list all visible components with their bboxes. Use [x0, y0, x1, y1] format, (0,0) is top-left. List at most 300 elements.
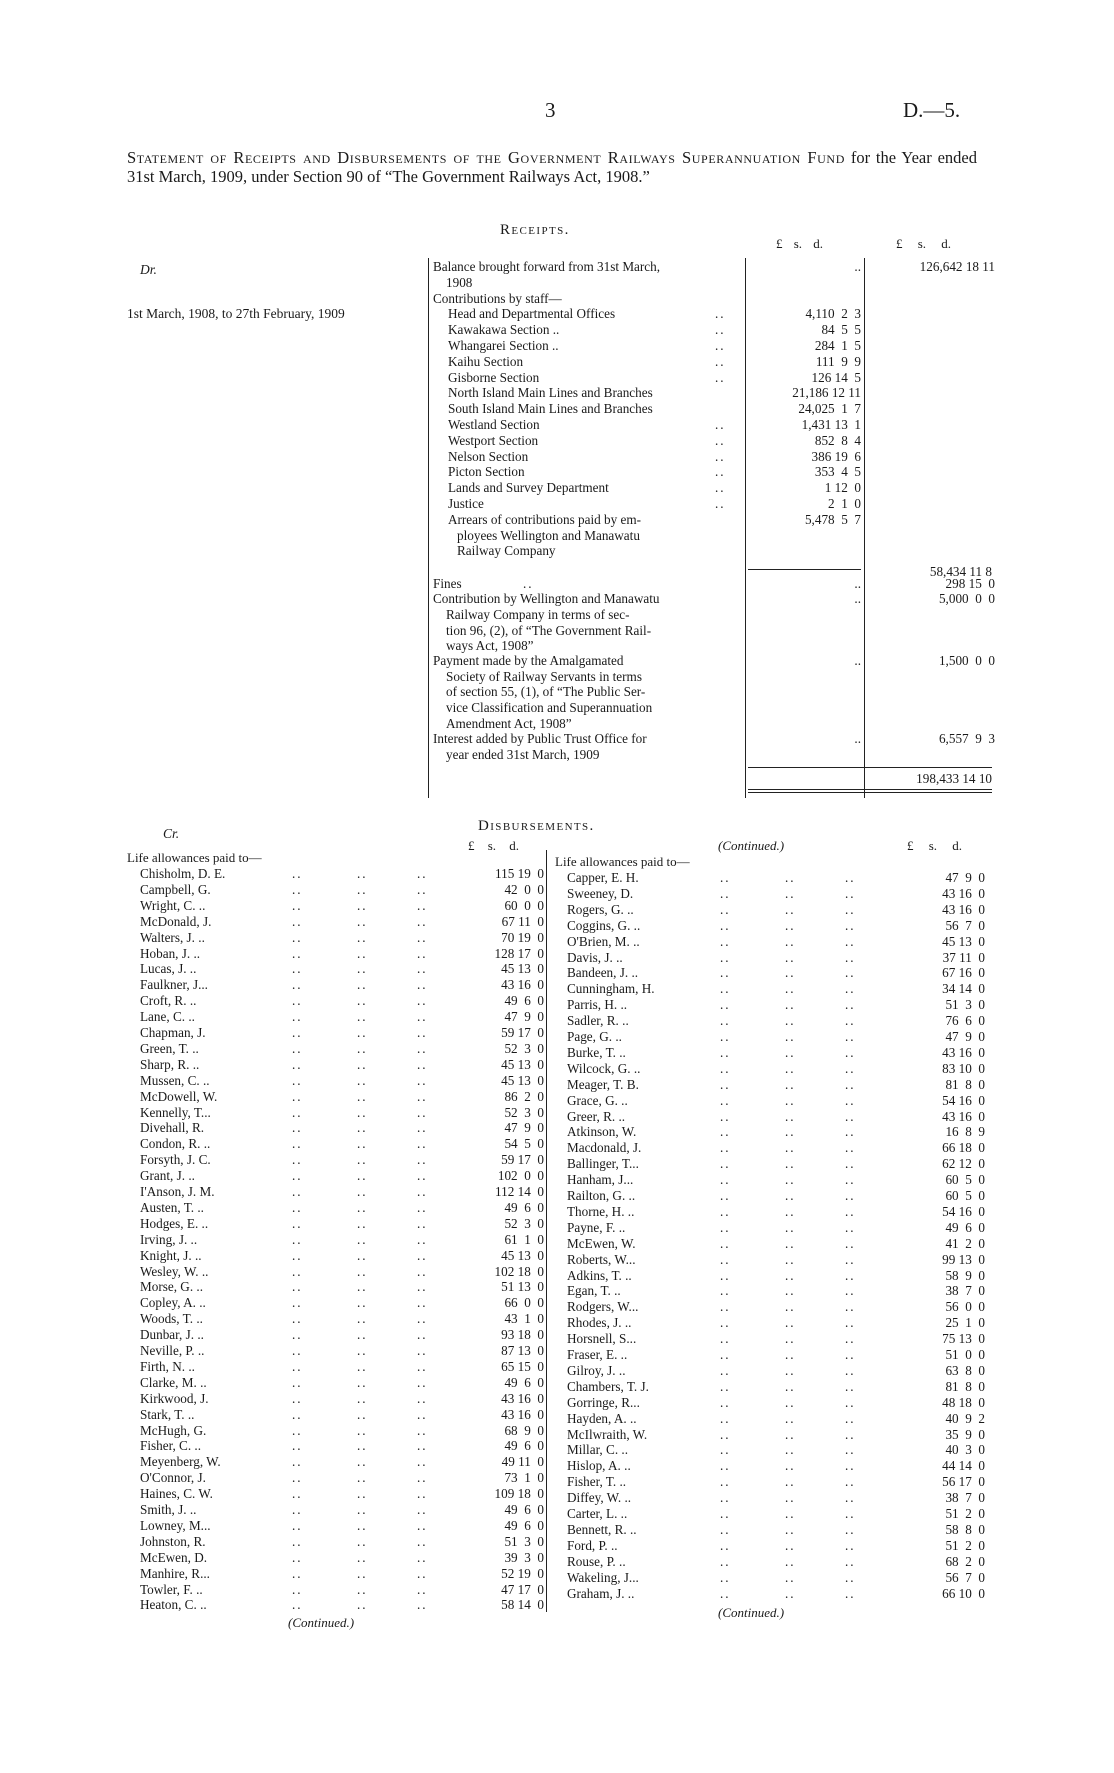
- receipts-row-label: Whangarei Section ..: [448, 338, 559, 353]
- cr-label: Cr.: [163, 826, 180, 841]
- leader-dots: ..: [357, 1565, 368, 1581]
- leader-dots: ..: [357, 1009, 368, 1025]
- title-small-caps: Statement of Receipts and Disbursements of the Government Railways Superannuation Fund: [127, 148, 845, 167]
- leader-dots: ..: [720, 1553, 731, 1569]
- subtotal-rule: [748, 569, 861, 570]
- leader-dots: ..: [292, 993, 303, 1009]
- receipts-row-mid-amount: 353 4 5: [814, 464, 861, 480]
- payment-amount: 43 1 0: [504, 1311, 544, 1327]
- receipts-row: [433, 747, 995, 763]
- leader-dots: ..: [417, 1263, 428, 1279]
- payment-amount: 81 8 0: [945, 1076, 985, 1092]
- leader-dots: ..: [357, 1406, 368, 1422]
- leader-dots: ..: [292, 1358, 303, 1374]
- disbursement-row: [127, 946, 544, 962]
- leader-dots: ..: [845, 1124, 856, 1140]
- leader-dots: ..: [785, 1490, 796, 1506]
- leader-dots: ..: [417, 866, 428, 881]
- leader-dots: ..: [845, 1347, 856, 1362]
- payment-amount: 43 16 0: [501, 1406, 544, 1422]
- leader-dots: ..: [720, 1076, 731, 1092]
- receipts-row-label: Balance brought forward from 31st March,: [433, 259, 661, 274]
- payee-name: Morse, G. ..: [140, 1279, 204, 1295]
- receipts-row-label: 1908: [446, 274, 473, 290]
- leader-dots: ..: [292, 1231, 303, 1247]
- leader-dots: ..: [357, 1025, 368, 1040]
- leader-dots: ..: [785, 1156, 796, 1172]
- disbursement-row: [127, 1041, 544, 1057]
- leader-dots: ..: [785, 1331, 796, 1347]
- receipts-row-mid-amount: 284 1 5: [814, 338, 861, 353]
- payment-amount: 58 14 0: [501, 1597, 544, 1613]
- payee-name: Meager, T. B.: [567, 1076, 639, 1092]
- payee-name: Payne, F. ..: [567, 1219, 626, 1235]
- leader-dots: ..: [357, 913, 368, 929]
- receipts-row: [433, 370, 995, 386]
- leader-dots: ..: [417, 1517, 428, 1533]
- leader-dots: ..: [720, 1108, 731, 1124]
- payee-name: Rodgers, W...: [567, 1299, 639, 1315]
- leader-dots: ..: [417, 1549, 428, 1565]
- dr-label: Dr.: [140, 262, 157, 277]
- payee-name: Johnston, R.: [140, 1533, 206, 1549]
- payee-name: Chapman, J.: [140, 1025, 206, 1040]
- receipts-row-label: Westland Section: [448, 417, 540, 432]
- disbursement-row: [555, 1140, 985, 1156]
- leader-dots: ..: [357, 1390, 368, 1406]
- document-reference: D.—5.: [903, 98, 961, 122]
- disbursement-row: [555, 1124, 985, 1140]
- leader-dots: ..: [785, 1140, 796, 1156]
- payment-amount: 56 7 0: [945, 1569, 985, 1585]
- continued-head: (Continued.): [718, 838, 785, 853]
- receipts-row-mid-amount: 24,025 1 7: [798, 401, 861, 417]
- payment-amount: 112 14 0: [495, 1184, 544, 1199]
- payment-amount: 115 19 0: [495, 866, 544, 881]
- leader-dots: ..: [357, 1088, 368, 1104]
- disbursement-row: [127, 1232, 544, 1248]
- leader-dots: ..: [357, 1343, 368, 1358]
- receipts-row-label: Nelson Section: [448, 448, 529, 464]
- payee-name: McEwen, D.: [140, 1549, 208, 1565]
- leader-dots: ..: [845, 1569, 856, 1585]
- leader-dots: ..: [417, 1358, 428, 1374]
- payee-name: Ballinger, T...: [567, 1156, 639, 1172]
- disbursement-row: [127, 914, 544, 930]
- leader-dots: ..: [785, 870, 796, 885]
- leader-dots: ..: [845, 1442, 856, 1458]
- disbursement-row: [127, 1550, 544, 1566]
- leader-dots: ..: [720, 1362, 731, 1378]
- disbursement-row: [555, 1172, 985, 1188]
- payment-amount: 49 6 0: [504, 1199, 544, 1215]
- payment-amount: 45 13 0: [501, 961, 544, 977]
- disbursement-row: [127, 1327, 544, 1343]
- leader-dots: ..: [357, 1263, 368, 1279]
- leader-dots: ..: [715, 353, 726, 369]
- leader-dots: ..: [292, 1088, 303, 1104]
- receipts-row-label: Justice: [448, 496, 484, 511]
- payee-name: Greer, R. ..: [567, 1108, 626, 1124]
- leader-dots: ..: [720, 1156, 731, 1172]
- receipts-heading: Receipts.: [500, 222, 570, 238]
- payment-amount: 45 13 0: [942, 933, 985, 949]
- leader-dots: ..: [357, 945, 368, 961]
- leader-dots: ..: [417, 1502, 428, 1517]
- receipts-row-mid-amount: 1,431 13 1: [801, 417, 861, 432]
- payment-amount: 43 16 0: [942, 885, 985, 901]
- payment-amount: 54 16 0: [942, 1092, 985, 1108]
- payee-name: Atkinson, W.: [567, 1124, 637, 1140]
- leader-dots: ..: [720, 1585, 731, 1601]
- leader-dots: ..: [720, 1537, 731, 1553]
- payee-name: Green, T. ..: [140, 1040, 199, 1056]
- leader-dots: ..: [715, 432, 726, 448]
- leader-dots: ..: [845, 1092, 856, 1108]
- leader-dots: ..: [292, 897, 303, 913]
- leader-dots: ..: [357, 1454, 368, 1470]
- payment-amount: 48 18 0: [942, 1394, 985, 1410]
- disbursement-row: [555, 1236, 985, 1252]
- disbursement-row: [555, 1347, 985, 1363]
- disbursement-row: [127, 882, 544, 898]
- receipts-row: [433, 638, 995, 654]
- receipts-row-label: Picton Section: [448, 464, 525, 480]
- disbursement-row: [127, 1168, 544, 1184]
- payment-amount: 61 1 0: [504, 1231, 544, 1247]
- disbursement-row: [127, 977, 544, 993]
- receipts-row: [433, 306, 995, 322]
- leader-dots: ..: [845, 949, 856, 965]
- payment-amount: 75 13 0: [942, 1331, 985, 1347]
- receipts-row-right-amount: 126,642 18 11: [919, 259, 995, 274]
- leader-dots: ..: [292, 1056, 303, 1072]
- payee-name: Capper, E. H.: [567, 870, 639, 885]
- leader-dots: ..: [417, 881, 428, 897]
- disbursement-row: [555, 1538, 985, 1554]
- payment-amount: 49 6 0: [504, 1502, 544, 1517]
- payment-amount: 67 11 0: [501, 913, 544, 929]
- payment-amount: 49 11 0: [501, 1454, 544, 1470]
- payment-amount: 93 18 0: [501, 1327, 544, 1343]
- leader-dots: ..: [845, 1474, 856, 1490]
- payee-name: Manhire, R...: [140, 1565, 210, 1581]
- leader-dots: ..: [357, 1517, 368, 1533]
- payee-name: Adkins, T. ..: [567, 1267, 632, 1283]
- leader-dots: ..: [417, 1422, 428, 1438]
- payee-name: Fisher, C. ..: [140, 1438, 202, 1454]
- disbursements-heading: Disbursements.: [478, 818, 595, 834]
- receipts-row: [433, 716, 995, 732]
- disbursement-row: [555, 965, 985, 981]
- leader-dots: ..: [357, 1533, 368, 1549]
- leader-dots: ..: [845, 1299, 856, 1315]
- leader-dots: ..: [292, 1390, 303, 1406]
- disbursement-row: [127, 1566, 544, 1582]
- payee-name: Meyenberg, W.: [140, 1454, 221, 1470]
- leader-dots: ..: [417, 1040, 428, 1056]
- leader-dots: ..: [292, 1343, 303, 1358]
- receipts-row-right-amount: 5,000 0 0: [938, 591, 995, 606]
- leader-dots: ..: [292, 1533, 303, 1549]
- leader-dots: ..: [785, 1442, 796, 1458]
- receipts-row: [433, 653, 995, 669]
- leader-dots: ..: [715, 448, 726, 464]
- payee-name: Dunbar, J. ..: [140, 1327, 204, 1343]
- leader-dots: ..: [785, 1203, 796, 1219]
- payment-amount: 37 11 0: [942, 949, 985, 965]
- payee-name: Wakeling, J...: [567, 1569, 639, 1585]
- disbursement-row: [127, 1407, 544, 1423]
- payee-name: Rhodes, J. ..: [567, 1315, 632, 1331]
- leader-dots: ..: [292, 945, 303, 961]
- payee-name: Grant, J. ..: [140, 1168, 195, 1184]
- payment-amount: 109 18 0: [494, 1486, 544, 1502]
- leader-dots: ..: [357, 1358, 368, 1374]
- leader-dots: ..: [845, 1203, 856, 1219]
- leader-dots: ..: [357, 1168, 368, 1184]
- leader-dots: ..: [845, 1060, 856, 1076]
- payment-amount: 38 7 0: [945, 1490, 985, 1506]
- payee-name: Railton, G. ..: [567, 1188, 636, 1203]
- payment-amount: 43 16 0: [942, 901, 985, 917]
- payment-amount: 44 14 0: [942, 1458, 985, 1474]
- payee-name: Hoban, J. ..: [140, 945, 201, 961]
- payee-name: Firth, N. ..: [140, 1358, 195, 1374]
- leader-dots: ..: [715, 480, 726, 496]
- payee-name: Knight, J. ..: [140, 1247, 202, 1263]
- leader-dots: ..: [292, 1184, 303, 1199]
- disbursement-row: [127, 930, 544, 946]
- payment-amount: 49 6 0: [504, 1517, 544, 1533]
- payee-name: Wesley, W. ..: [140, 1263, 209, 1279]
- leader-dots: ..: [357, 881, 368, 897]
- payment-amount: 56 0 0: [945, 1299, 985, 1315]
- payment-amount: 73 1 0: [504, 1470, 544, 1486]
- disbursement-row: [555, 1093, 985, 1109]
- disbursement-row: [555, 1204, 985, 1220]
- leader-dots: ..: [845, 1315, 856, 1331]
- leader-dots: ..: [785, 901, 796, 917]
- receipts-row: [433, 275, 995, 291]
- leader-dots: ..: [417, 1231, 428, 1247]
- payee-name: Gorringe, R...: [567, 1394, 640, 1410]
- leader-dots: ..: [845, 1076, 856, 1092]
- payment-amount: 40 9 2: [945, 1410, 985, 1426]
- payment-amount: 59 17 0: [501, 1152, 544, 1168]
- disbursement-row: [127, 1502, 544, 1518]
- leader-dots: ..: [720, 1442, 731, 1458]
- leader-dots: ..: [357, 1422, 368, 1438]
- receipts-row-label: North Island Main Lines and Branches: [448, 385, 653, 401]
- payee-name: McEwen, W.: [567, 1235, 636, 1251]
- receipts-mid-col-header: £ s. d.: [776, 236, 824, 251]
- receipts-row-mid-amount: 126 14 5: [811, 369, 861, 385]
- disbursement-row: [555, 1411, 985, 1427]
- receipts-row-label: tion 96, (2), of “The Government Rail-: [446, 623, 652, 638]
- payee-name: Sharp, R. ..: [140, 1056, 200, 1072]
- payment-amount: 52 3 0: [504, 1040, 544, 1056]
- leader-dots: ..: [292, 1374, 303, 1390]
- leader-dots: ..: [720, 1235, 731, 1251]
- payment-amount: 16 8 9: [945, 1124, 985, 1140]
- receipts-row-mid-amount: 852 8 4: [814, 432, 861, 448]
- payee-name: Gilroy, J. ..: [567, 1362, 626, 1378]
- leader-dots: ..: [417, 1597, 428, 1613]
- leader-dots: ..: [417, 1072, 428, 1088]
- leader-dots: ..: [357, 977, 368, 993]
- total-rule-bottom-1: [748, 789, 992, 790]
- receipts-row-label: vice Classification and Superannuation: [446, 700, 653, 715]
- leader-dots: ..: [785, 1553, 796, 1569]
- payee-name: Roberts, W...: [567, 1251, 636, 1267]
- disbursement-row: [555, 870, 985, 886]
- disbursement-row: [127, 1375, 544, 1391]
- leader-dots: ..: [292, 1438, 303, 1454]
- payee-name: Lane, C. ..: [140, 1009, 195, 1025]
- disbursement-row: [127, 1248, 544, 1264]
- leader-dots: ..: [357, 1215, 368, 1231]
- payee-name: Chambers, T. J.: [567, 1378, 649, 1394]
- leader-dots: ..: [417, 929, 428, 945]
- leader-dots: ..: [357, 1295, 368, 1311]
- payee-name: Ford, P. ..: [567, 1537, 618, 1553]
- payment-amount: 128 17 0: [494, 945, 544, 961]
- leader-dots: ..: [357, 1040, 368, 1056]
- leader-dots: ..: [357, 1486, 368, 1502]
- leader-dots: ..: [845, 1283, 856, 1299]
- payment-amount: 66 0 0: [504, 1295, 544, 1311]
- leader-dots: ..: [785, 1235, 796, 1251]
- disbursement-row: [555, 918, 985, 934]
- leader-dots: ..: [785, 1108, 796, 1124]
- disbursement-row: [127, 1359, 544, 1375]
- leader-dots: ..: [292, 1263, 303, 1279]
- disbursement-row: [127, 1279, 544, 1295]
- leader-dots: ..: [357, 1279, 368, 1295]
- payee-name: Condon, R. ..: [140, 1136, 211, 1152]
- disbursement-row: [555, 1045, 985, 1061]
- leader-dots: ..: [417, 1486, 428, 1502]
- leader-dots: ..: [292, 1517, 303, 1533]
- leader-dots: ..: [292, 1120, 303, 1136]
- leader-dots: ..: [292, 1502, 303, 1517]
- payment-amount: 99 13 0: [942, 1251, 985, 1267]
- payee-name: Kennelly, T...: [140, 1104, 211, 1120]
- payment-amount: 49 6 0: [504, 1374, 544, 1390]
- disb-right-col-header: £ s. d.: [907, 838, 963, 853]
- leader-dots: ..: [292, 1311, 303, 1327]
- leader-dots: ..: [785, 1378, 796, 1394]
- payee-name: Cunningham, H.: [567, 981, 655, 997]
- payment-amount: 66 18 0: [942, 1140, 985, 1156]
- receipts-row-mid-amount: ..: [854, 653, 861, 668]
- disb-left-intro: Life allowances paid to—: [127, 850, 262, 865]
- disbursement-row: [555, 902, 985, 918]
- leader-dots: ..: [845, 997, 856, 1013]
- leader-dots: ..: [357, 929, 368, 945]
- payment-amount: 39 3 0: [504, 1549, 544, 1565]
- leader-dots: ..: [523, 576, 534, 591]
- disbursement-row: [127, 1423, 544, 1439]
- receipts-row: [433, 322, 995, 338]
- receipts-row-label: South Island Main Lines and Branches: [448, 401, 653, 417]
- leader-dots: ..: [417, 1374, 428, 1390]
- leader-dots: ..: [357, 1597, 368, 1613]
- leader-dots: ..: [845, 1553, 856, 1569]
- leader-dots: ..: [845, 1235, 856, 1251]
- leader-dots: ..: [715, 369, 726, 385]
- leader-dots: ..: [292, 977, 303, 993]
- payment-amount: 62 12 0: [942, 1156, 985, 1172]
- disbursement-row: [555, 1029, 985, 1045]
- leader-dots: ..: [720, 1267, 731, 1283]
- receipts-row: [433, 623, 995, 639]
- leader-dots: ..: [845, 1108, 856, 1124]
- leader-dots: ..: [785, 1124, 796, 1140]
- leader-dots: ..: [845, 1362, 856, 1378]
- leader-dots: ..: [292, 1470, 303, 1486]
- payment-amount: 60 0 0: [504, 897, 544, 913]
- payee-name: Campbell, G.: [140, 881, 211, 897]
- disbursement-row: [127, 1073, 544, 1089]
- receipts-row-mid-amount: 386 19 6: [811, 448, 861, 464]
- leader-dots: ..: [417, 1327, 428, 1343]
- payment-amount: 52 3 0: [504, 1215, 544, 1231]
- leader-dots: ..: [417, 1533, 428, 1549]
- leader-dots: ..: [785, 1299, 796, 1315]
- receipts-row: [433, 669, 995, 685]
- disbursement-row: [555, 1268, 985, 1284]
- disbursement-row: [127, 1343, 544, 1359]
- leader-dots: ..: [720, 1378, 731, 1394]
- leader-dots: ..: [720, 1569, 731, 1585]
- disb-mid-rule: [546, 850, 547, 1612]
- receipts-row-label: Kaihu Section: [448, 353, 524, 369]
- payee-name: Parris, H. ..: [567, 997, 628, 1013]
- leader-dots: ..: [715, 464, 726, 480]
- payment-amount: 47 9 0: [945, 870, 985, 885]
- leader-dots: ..: [417, 1406, 428, 1422]
- disbursement-row: [127, 993, 544, 1009]
- payee-name: Hanham, J...: [567, 1172, 634, 1188]
- leader-dots: ..: [720, 1426, 731, 1442]
- leader-dots: ..: [357, 1247, 368, 1263]
- payment-amount: 59 17 0: [501, 1025, 544, 1040]
- leader-dots: ..: [357, 1104, 368, 1120]
- leader-dots: ..: [845, 1029, 856, 1044]
- disbursement-row: [127, 1136, 544, 1152]
- leader-dots: ..: [357, 1470, 368, 1486]
- leader-dots: ..: [292, 1136, 303, 1152]
- leader-dots: ..: [417, 977, 428, 993]
- receipts-row: [433, 496, 995, 512]
- leader-dots: ..: [845, 981, 856, 997]
- payment-amount: 51 0 0: [945, 1347, 985, 1362]
- leader-dots: ..: [720, 917, 731, 933]
- leader-dots: ..: [417, 1581, 428, 1597]
- leader-dots: ..: [357, 1056, 368, 1072]
- disbursement-row: [127, 1184, 544, 1200]
- leader-dots: ..: [417, 1454, 428, 1470]
- leader-dots: ..: [417, 1120, 428, 1136]
- leader-dots: ..: [357, 1184, 368, 1199]
- payee-name: Copley, A. ..: [140, 1295, 206, 1311]
- leader-dots: ..: [845, 1426, 856, 1442]
- receipts-row-label: Amendment Act, 1908”: [446, 716, 572, 731]
- leader-dots: ..: [845, 870, 856, 885]
- disbursement-row: [555, 1570, 985, 1586]
